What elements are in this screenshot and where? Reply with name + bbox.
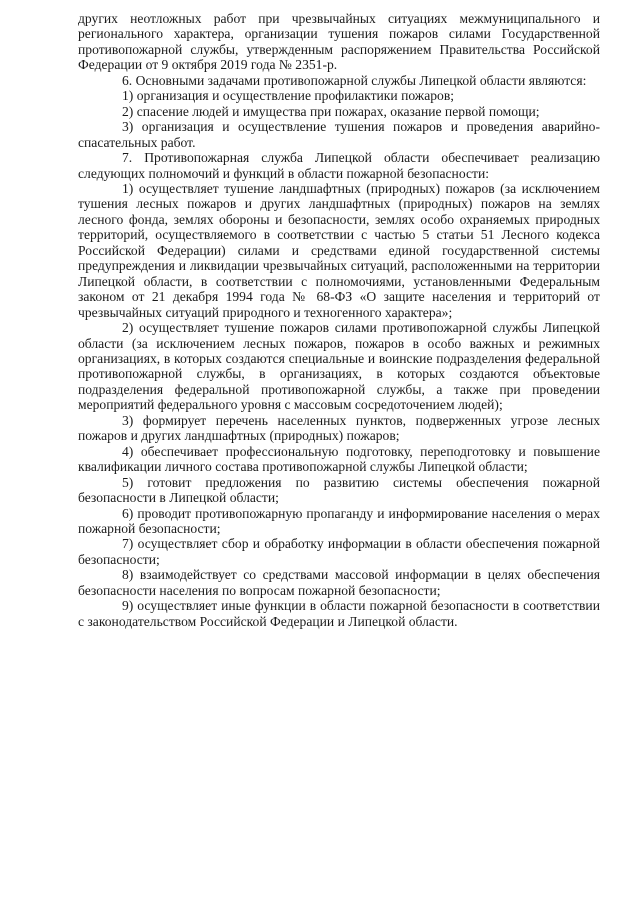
list-item-task-2: 2) спасение людей и имущества при пожарах, оказание первой помощи; — [122, 103, 540, 119]
list-item-function-7: 7) осуществляет сбор и обработку информации в области обеспечения пожарной безопасности; — [78, 536, 600, 567]
list-item-function-4: 4) обеспечивает профессиональную подготовку, переподготовку и повышение квалификации личного состава противопожарной службы Липецкой области; — [78, 443, 600, 475]
list-item-task-3: 3) организация и осуществление тушения пожаров и проведения аварийно-спасательных работ. — [78, 119, 600, 150]
list-item-function-3: 3) формирует перечень населенных пунктов, подверженных угрозе лесных пожаров и других ландшафтных (природных) пожаров; — [78, 412, 600, 444]
paragraph-continuation: других неотложных работ при чрезвычайных ситуациях межмуниципального и регионального характера, организации тушения пожаров силами Государственной противопожарной службы, утвержденным распоряжением Правительства Российской Федерации от 9 октября 2019 года № 2351-р. — [78, 11, 600, 73]
paragraph-section-7: 7. Противопожарная служба Липецкой области обеспечивает реализацию следующих полномочий и функций в области пожарной безопасности: — [78, 150, 600, 181]
paragraph-section-6: 6. Основными задачами противопожарной службы Липецкой области являются: — [122, 72, 587, 88]
list-item-function-2: 2) осуществляет тушение пожаров силами противопожарной службы Липецкой области (за исключением лесных пожаров, пожаров в особо важных и режимных организациях, в которых создаются специальные и воинские подразделения федеральной противопожарной службы, в организациях, в которых создаются объектовые подразделения федеральной противопожарной службы, а также при проведении мероприятий федерального уровня с массовым сосредоточением людей); — [78, 320, 600, 413]
document-page — [78, 11, 600, 629]
list-item-function-1: 1) осуществляет тушение ландшафтных (природных) пожаров (за исключением тушения лесных пожаров и других ландшафтных (природных) пожаров на землях лесного фонда, землях обороны и безопасности, землях особо охраняемых природных территорий, осуществляемого в соответствии с частью 5 статьи 51 Лесного кодекса Российской Федерации) силами и средствами единой государственной системы предупреждения и ликвидации чрезвычайных ситуаций, расположенными на территории Липецкой области, в соответствии с полномочиями, установленными Федеральным законом от 21 декабря 1994 года № 68-ФЗ «О защите населения и территорий от чрезвычайных ситуаций природного и техногенного характера»; — [78, 180, 600, 320]
list-item-function-8: 8) взаимодействует со средствами массовой информации в целях обеспечения безопасности населения по вопросам пожарной безопасности; — [78, 567, 600, 598]
list-item-function-6: 6) проводит противопожарную пропаганду и информирование населения о мерах пожарной безопасности; — [78, 505, 600, 536]
list-item-function-9: 9) осуществляет иные функции в области пожарной безопасности в соответствии с законодательством Российской Федерации и Липецкой области. — [78, 598, 600, 629]
list-item-task-1: 1) организация и осуществление профилактики пожаров; — [122, 88, 455, 104]
list-item-function-5: 5) готовит предложения по развитию системы обеспечения пожарной безопасности в Липецкой области; — [78, 474, 600, 506]
